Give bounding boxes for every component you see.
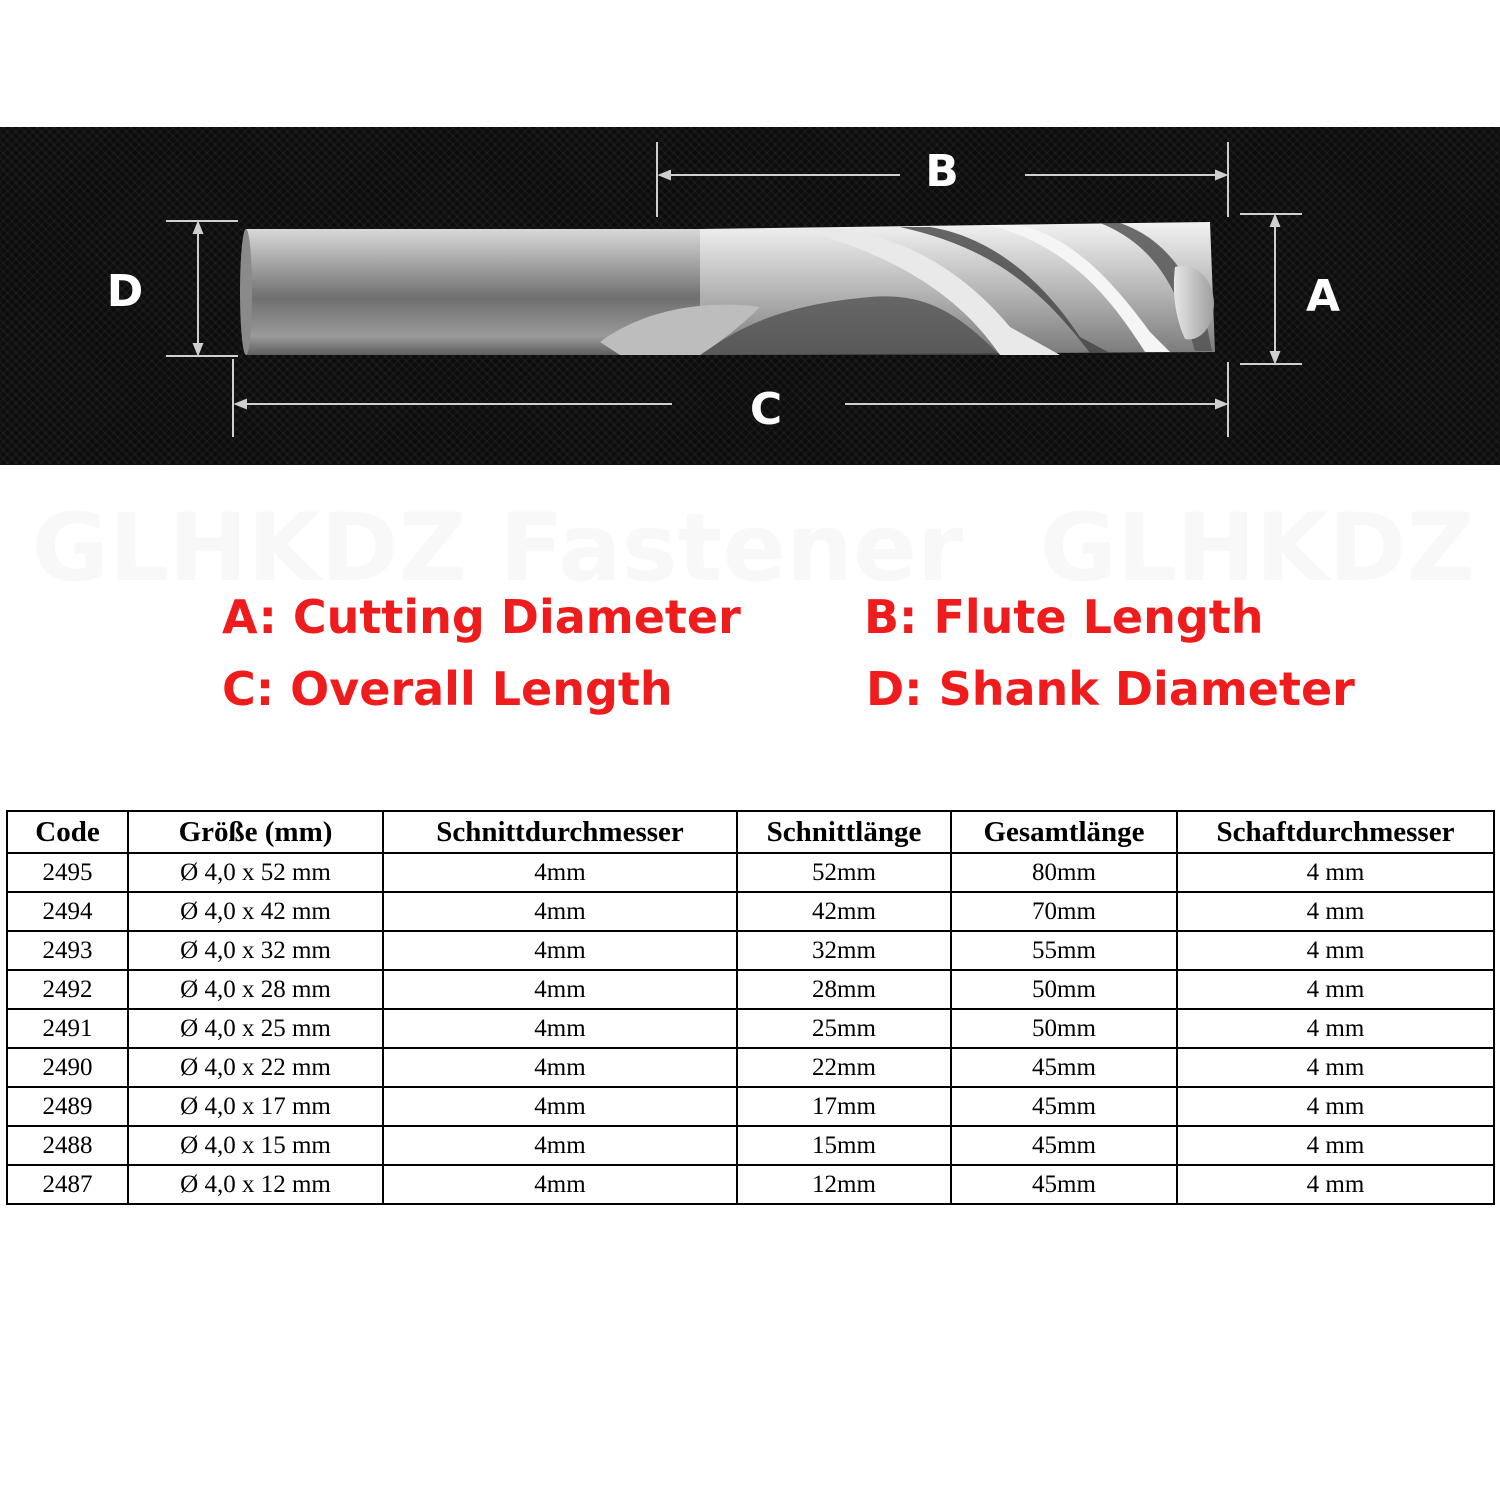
cell-code: 2488: [7, 1126, 128, 1165]
cell-flute-length: 28mm: [737, 970, 951, 1009]
cell-size: Ø 4,0 x 42 mm: [128, 892, 383, 931]
watermark-text-left: GLHKDZ Fastener: [32, 494, 964, 603]
cell-shank-diameter: 4 mm: [1177, 1165, 1494, 1204]
cell-shank-diameter: 4 mm: [1177, 970, 1494, 1009]
cell-cutting-diameter: 4mm: [383, 892, 737, 931]
cell-code: 2487: [7, 1165, 128, 1204]
cell-code: 2493: [7, 931, 128, 970]
legend-b: B: Flute Length: [864, 590, 1264, 644]
header-flute-length: Schnittlänge: [737, 811, 951, 853]
cell-size: Ø 4,0 x 17 mm: [128, 1087, 383, 1126]
cell-overall-length: 45mm: [951, 1087, 1177, 1126]
cell-overall-length: 80mm: [951, 853, 1177, 892]
cell-cutting-diameter: 4mm: [383, 1009, 737, 1048]
cell-shank-diameter: 4 mm: [1177, 1126, 1494, 1165]
cell-flute-length: 17mm: [737, 1087, 951, 1126]
cell-cutting-diameter: 4mm: [383, 970, 737, 1009]
cell-code: 2495: [7, 853, 128, 892]
cell-cutting-diameter: 4mm: [383, 931, 737, 970]
table-row: [7, 1087, 1494, 1126]
table-row: [7, 1048, 1494, 1087]
table-row: [7, 1165, 1494, 1204]
cell-cutting-diameter: 4mm: [383, 1087, 737, 1126]
header-code: Code: [7, 811, 128, 853]
cell-size: Ø 4,0 x 52 mm: [128, 853, 383, 892]
watermark: [0, 494, 1500, 603]
dimension-label-b: B: [925, 146, 959, 197]
table-row: [7, 931, 1494, 970]
cell-code: 2492: [7, 970, 128, 1009]
cell-cutting-diameter: 4mm: [383, 1048, 737, 1087]
cell-flute-length: 25mm: [737, 1009, 951, 1048]
cell-overall-length: 45mm: [951, 1126, 1177, 1165]
header-shank-diameter: Schaftdurchmesser: [1177, 811, 1494, 853]
cell-cutting-diameter: 4mm: [383, 1165, 737, 1204]
cell-overall-length: 50mm: [951, 970, 1177, 1009]
cell-shank-diameter: 4 mm: [1177, 1009, 1494, 1048]
cell-code: 2489: [7, 1087, 128, 1126]
table-row: [7, 853, 1494, 892]
legend-a: A: Cutting Diameter: [222, 590, 741, 644]
table-row: [7, 1126, 1494, 1165]
cell-overall-length: 70mm: [951, 892, 1177, 931]
table-body: [7, 853, 1494, 1204]
cell-size: Ø 4,0 x 28 mm: [128, 970, 383, 1009]
watermark-text-right: GLHKDZ: [1040, 494, 1475, 603]
cell-size: Ø 4,0 x 32 mm: [128, 931, 383, 970]
dimension-label-c: C: [749, 384, 783, 435]
cell-overall-length: 45mm: [951, 1165, 1177, 1204]
cell-size: Ø 4,0 x 22 mm: [128, 1048, 383, 1087]
cell-flute-length: 32mm: [737, 931, 951, 970]
legend-d: D: Shank Diameter: [866, 662, 1355, 716]
cell-shank-diameter: 4 mm: [1177, 1048, 1494, 1087]
cell-shank-diameter: 4 mm: [1177, 931, 1494, 970]
table-header-row: [7, 811, 1494, 853]
cell-code: 2490: [7, 1048, 128, 1087]
cell-shank-diameter: 4 mm: [1177, 892, 1494, 931]
end-mill-photo: [0, 127, 1500, 465]
cell-size: Ø 4,0 x 12 mm: [128, 1165, 383, 1204]
table-row: [7, 970, 1494, 1009]
cell-flute-length: 52mm: [737, 853, 951, 892]
cell-overall-length: 55mm: [951, 931, 1177, 970]
header-size: Größe (mm): [128, 811, 383, 853]
cell-flute-length: 42mm: [737, 892, 951, 931]
cell-size: Ø 4,0 x 25 mm: [128, 1009, 383, 1048]
cell-flute-length: 22mm: [737, 1048, 951, 1087]
cell-size: Ø 4,0 x 15 mm: [128, 1126, 383, 1165]
header-cutting-diameter: Schnittdurchmesser: [383, 811, 737, 853]
cell-cutting-diameter: 4mm: [383, 853, 737, 892]
cell-overall-length: 45mm: [951, 1048, 1177, 1087]
cell-shank-diameter: 4 mm: [1177, 1087, 1494, 1126]
spec-table: [6, 810, 1495, 1205]
dimension-label-d: D: [106, 266, 144, 317]
header-overall-length: Gesamtlänge: [951, 811, 1177, 853]
table-row: [7, 1009, 1494, 1048]
cell-flute-length: 12mm: [737, 1165, 951, 1204]
cell-code: 2491: [7, 1009, 128, 1048]
cell-flute-length: 15mm: [737, 1126, 951, 1165]
cell-overall-length: 50mm: [951, 1009, 1177, 1048]
table-row: [7, 892, 1494, 931]
cell-shank-diameter: 4 mm: [1177, 853, 1494, 892]
cell-code: 2494: [7, 892, 128, 931]
legend-c: C: Overall Length: [222, 662, 673, 716]
cell-cutting-diameter: 4mm: [383, 1126, 737, 1165]
dimension-label-a: A: [1305, 271, 1341, 322]
